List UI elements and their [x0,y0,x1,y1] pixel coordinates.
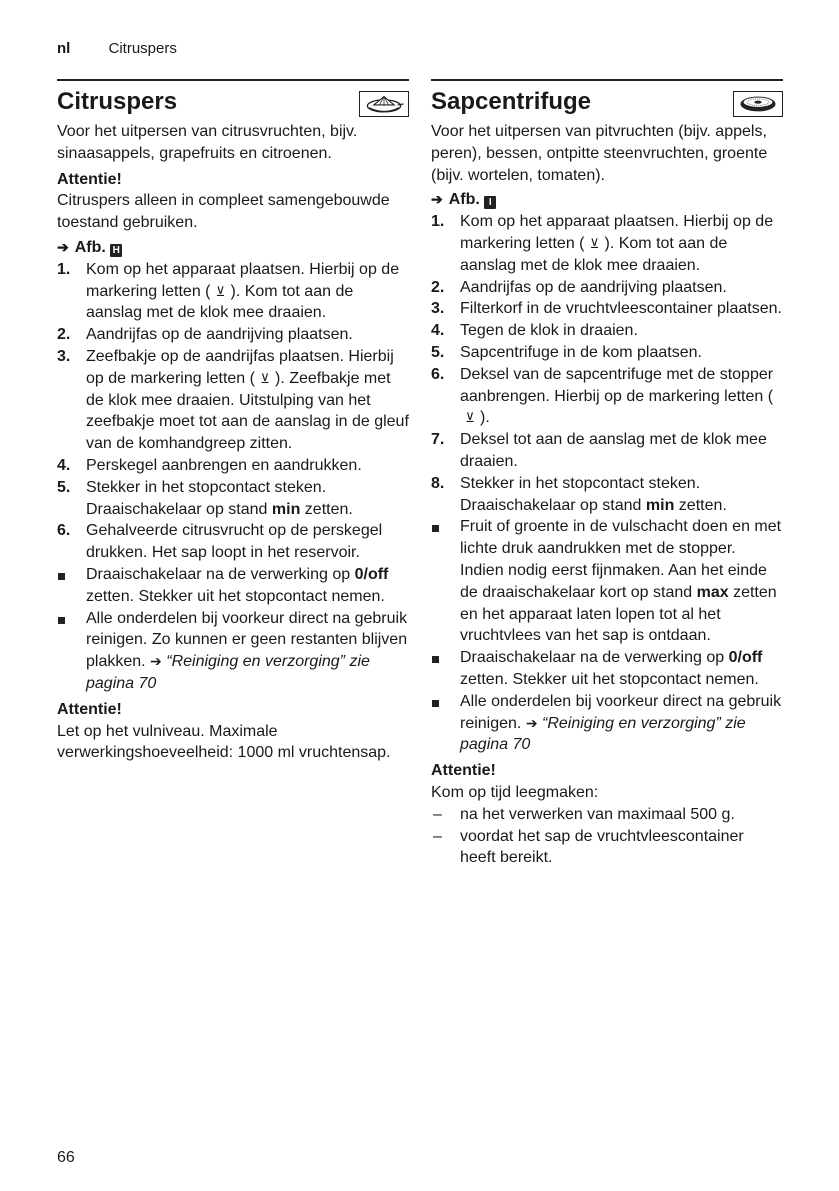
citruspers-steps [57,259,409,564]
citruspers-column [57,79,409,764]
figure-h-badge: H [110,244,122,257]
sapcentrifuge-title: Sapcentrifuge [431,88,592,115]
figure-reference: ➔ Afb. I [431,189,783,211]
list-item: Draaischakelaar na de verwerking op 0/off zetten. Stekker uit het stopcontact nemen. [57,564,409,608]
page-header [57,40,177,57]
citruspers-title: Citruspers [57,88,178,115]
list-item: 4. Tegen de klok in draaien. [431,322,638,340]
sapcentrifuge-intro: Voor het uitpersen van pitvruchten (bijv. appels, peren), bessen, ontpitte steenvruchten, groente (bijv. wortelen, tomaten). [431,123,768,184]
bullet-icon [432,656,439,663]
list-item: 2. Aandrijfas op de aandrijving plaatsen. [57,326,353,344]
figure-reference: ➔ Afb. H [57,237,409,259]
attention-heading: Attentie! [57,700,122,718]
attention-text: Kom op tijd leegmaken: [431,783,599,801]
list-item: 7. Deksel tot aan de aanslag met de klok mee draaien. [431,431,767,470]
citruspers-intro: Voor het uitpersen van citrusvruchten, bijv. sinaasappels, grapefruits en citroenen. [57,123,358,162]
list-item: 5. Sapcentrifuge in de kom plaatsen. [431,343,702,361]
list-item: 3. Zeefbakje op de aandrijfas plaatsen. Hierbij op de markering letten ( ⊻ ). Zeefbakje met de klok mee draaien. Uitstulping van het zeefbakje moet tot aan de aanslag in de gleuf van de komhandgreep zitten. [57,347,409,453]
attention-heading: Attentie! [57,170,122,188]
bullet-icon [432,700,439,707]
marking-icon: ⊻ [589,235,600,251]
marking-icon: ⊻ [465,410,475,426]
sapcentrifuge-bullets [431,516,783,756]
attention-text: Citruspers alleen in compleet samengebouwde toestand gebruiken. [57,192,390,232]
arrow-icon: ➔ [431,191,443,208]
sapcentrifuge-steps [431,211,783,516]
list-item: – voordat het sap de vruchtvleescontainer heeft bereikt. [433,827,744,867]
header-section-title: Citruspers [108,40,177,57]
list-item: Alle onderdelen bij voorkeur direct na gebruik reinigen. Zo kunnen er geen restanten blijven plakken. ➔ “Reiniging en verzorging” zie pagina 70 [57,608,409,695]
bullet-icon [432,525,439,532]
cross-reference-link[interactable]: “Reiniging en verzorging” zie pagina 70 [86,653,370,692]
list-item: Alle onderdelen bij voorkeur direct na gebruik reinigen. ➔ “Reiniging en verzorging” zie pagina 70 [431,691,783,756]
marking-icon: ⊻ [260,370,270,386]
citruspers-bullets [57,564,409,695]
attention-heading: Attentie! [431,762,496,780]
list-item: 5. Stekker in het stopcontact steken. Draaischakelaar op stand min zetten. [57,478,353,518]
list-item: 1. Kom op het apparaat plaatsen. Hierbij op de markering letten ( ⊻ ). Kom tot aan de aanslag met de klok mee draaien. [431,213,774,274]
list-item: – na het verwerken van maximaal 500 g. [433,805,735,823]
arrow-icon: ➔ [57,238,69,255]
list-item: Draaischakelaar na de verwerking op 0/off zetten. Stekker uit het stopcontact nemen. [431,647,783,691]
arrow-icon: ➔ [525,714,538,731]
bullet-icon [58,573,65,580]
cross-reference-link[interactable]: “Reiniging en verzorging” zie pagina 70 [460,714,746,754]
list-item: 3. Filterkorf in de vruchtvleescontainer plaatsen. [431,300,782,318]
centrifuge-icon [733,91,783,117]
page-number: 66 [57,1149,75,1166]
citrus-press-icon [359,91,409,117]
language-code: nl [57,40,71,57]
sapcentrifuge-column [431,79,783,869]
list-item: 1. Kom op het apparaat plaatsen. Hierbij op de markering letten ( ⊻ ). Kom tot aan de aanslag met de klok mee draaien. [57,260,400,322]
list-item: Fruit of groente in de vulschacht doen en met lichte druk aandrukken met de stopper. Indien nodig eerst fijnmaken. Aan het einde de draaischakelaar kort op stand max zetten en het apparaat laten lopen tot al het vruchtvlees van het sap is ontdaan. [431,516,783,647]
attention-dash-list [431,804,783,869]
marking-icon: ⊻ [215,283,226,299]
bullet-icon [58,617,65,624]
arrow-icon: ➔ [150,653,162,670]
list-item: 6. Deksel van de sapcentrifuge met de stopper aanbrengen. Hierbij op de markering letten (⊻ ). [431,364,783,429]
list-item: 6. Gehalveerde citrusvrucht op de perskegel drukken. Het sap loopt in het reservoir. [57,522,383,562]
list-item: 2. Aandrijfas op de aandrijving plaatsen. [431,278,727,296]
attention-text: Let op het vulniveau. Maximale verwerkingshoeveelheid: 1000 ml vruchtensap. [57,722,391,762]
list-item: 4. Perskegel aanbrengen en aandrukken. [57,456,362,474]
figure-i-badge: I [484,196,496,209]
list-item: 8. Stekker in het stopcontact steken. Draaischakelaar op stand min zetten. [431,474,727,514]
